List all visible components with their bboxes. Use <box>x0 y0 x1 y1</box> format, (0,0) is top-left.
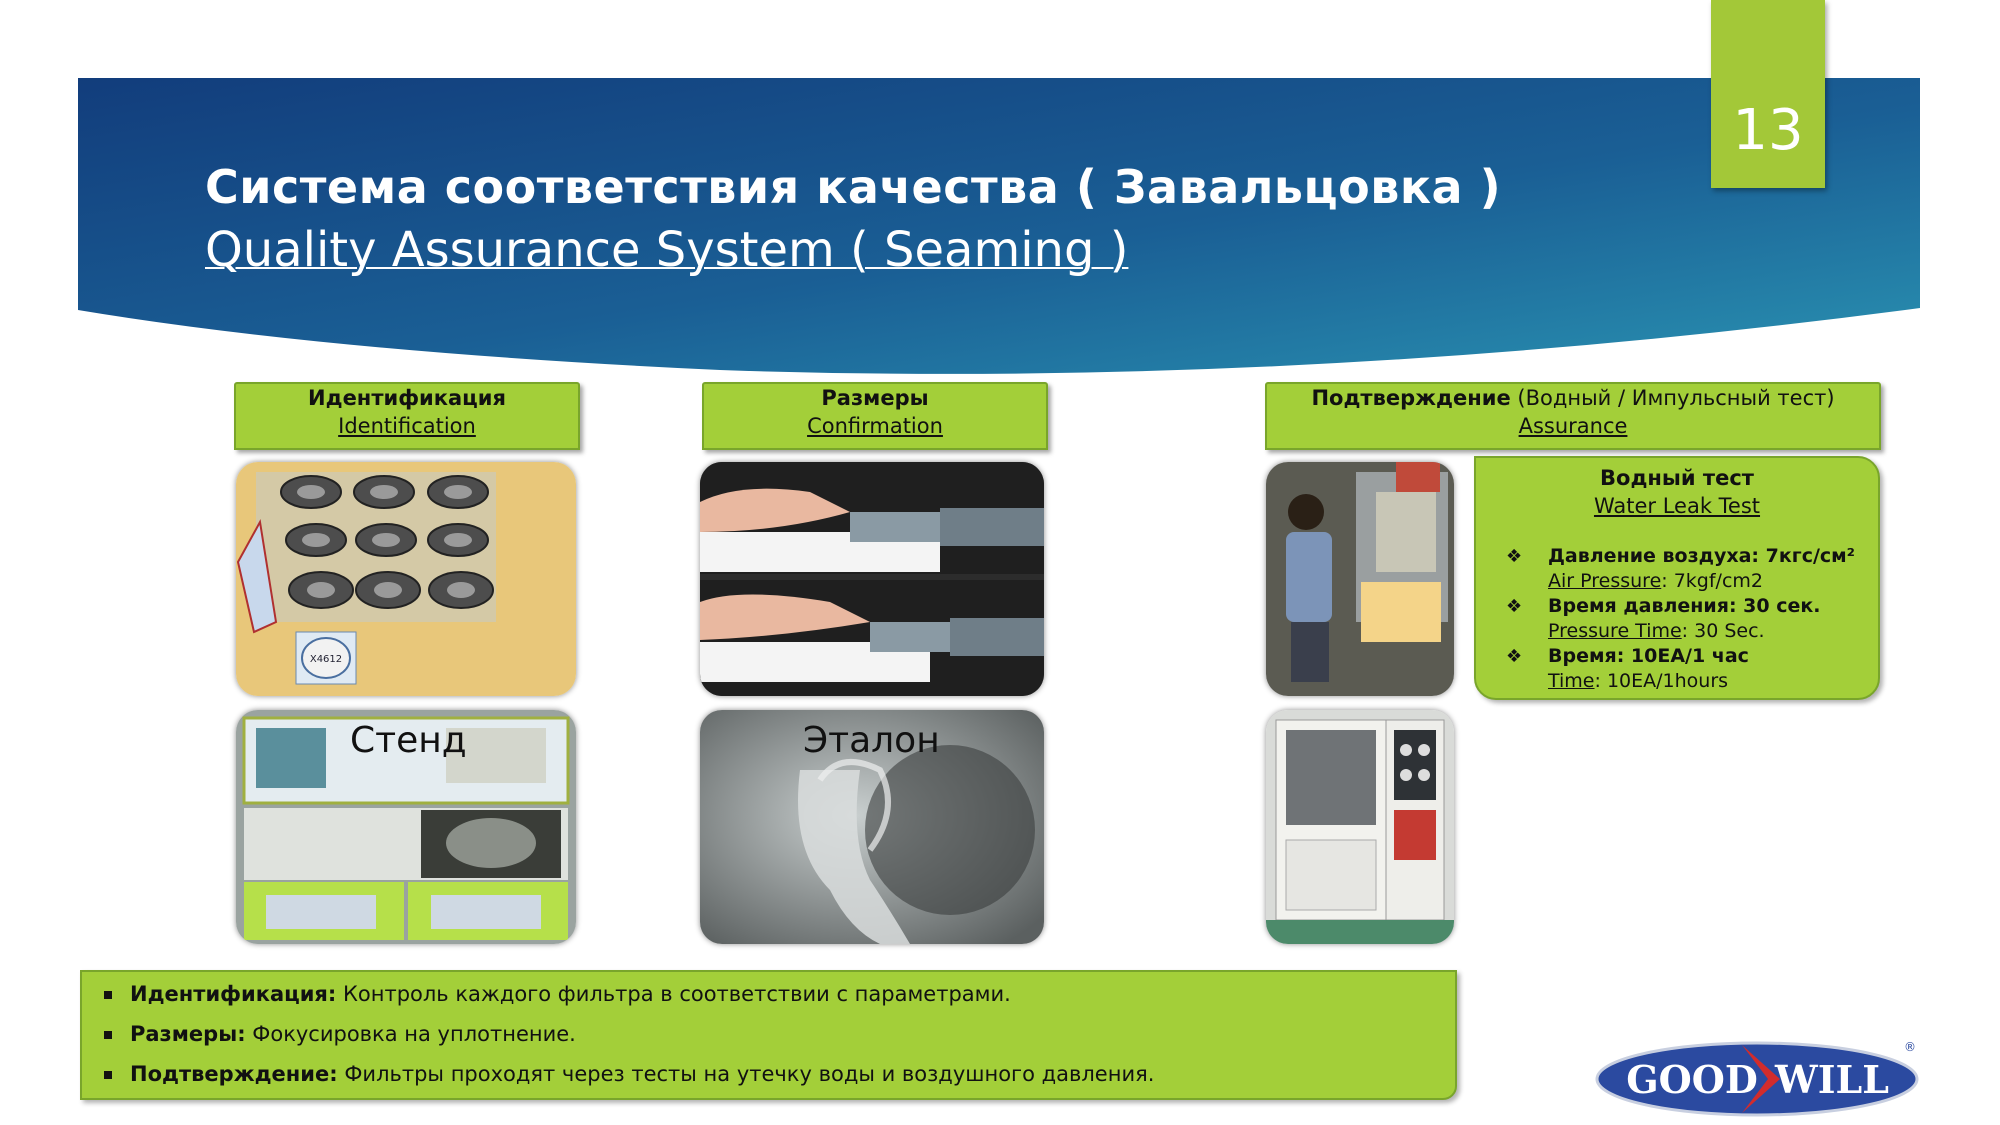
photo-test-chamber <box>1266 710 1454 944</box>
summary-text: Фокусировка на уплотнение. <box>245 1022 576 1046</box>
param-time <box>1506 644 1868 694</box>
summary-box <box>80 970 1457 1100</box>
section-title-ru-extra: (Водный / Импульсный тест) <box>1510 386 1835 410</box>
registered-mark: ® <box>1904 1040 1916 1054</box>
page-number: 13 <box>1732 98 1804 163</box>
square-bullet-icon <box>104 1031 112 1039</box>
water-test-title-ru: Водный тест <box>1600 466 1754 490</box>
param-en-label: Pressure Time <box>1548 620 1682 642</box>
square-bullet-icon <box>104 991 112 999</box>
summary-item-dimensions <box>104 1022 576 1046</box>
goodwill-logo <box>1592 1037 1922 1117</box>
summary-item-identification <box>104 982 1011 1006</box>
param-ru: Время: 10EA/1 час <box>1548 645 1749 667</box>
summary-item-assurance <box>104 1062 1154 1086</box>
param-en-value: : 10EA/1hours <box>1594 670 1729 692</box>
water-test-title <box>1476 464 1878 520</box>
stand-label: Стенд <box>350 720 467 761</box>
param-en-label: Air Pressure <box>1548 570 1662 592</box>
param-air-pressure <box>1506 544 1868 594</box>
water-test-params <box>1506 544 1868 694</box>
water-test-title-en: Water Leak Test <box>1593 494 1761 518</box>
section-tab-assurance <box>1265 382 1881 450</box>
square-bullet-icon <box>104 1071 112 1079</box>
param-ru: Время давления: 30 сек. <box>1548 595 1821 617</box>
photo-filter-samples <box>236 462 576 696</box>
section-title-ru: Размеры <box>821 386 929 410</box>
summary-text: Контроль каждого фильтра в соответствии с параметрами. <box>336 982 1011 1006</box>
param-pressure-time <box>1506 594 1868 644</box>
diamond-bullet-icon: ❖ <box>1506 596 1523 617</box>
summary-label: Размеры: <box>130 1022 246 1046</box>
summary-label: Идентификация: <box>130 982 337 1006</box>
section-title-ru: Подтверждение <box>1311 386 1511 410</box>
page-number-badge <box>1711 0 1825 188</box>
summary-label: Подтверждение: <box>130 1062 338 1086</box>
sample-tag-text: X4612 <box>309 654 343 665</box>
diamond-bullet-icon: ❖ <box>1506 646 1523 667</box>
diamond-bullet-icon: ❖ <box>1506 546 1523 567</box>
section-title-en: Confirmation <box>807 414 943 438</box>
page-title-ru: Система соответствия качества ( Завальцовка ) <box>205 160 1502 214</box>
photo-etalon <box>700 710 1044 944</box>
param-en-value: : 7kgf/cm2 <box>1661 570 1763 592</box>
logo-text-good: GOOD <box>1626 1057 1758 1102</box>
section-tab-dimensions <box>702 382 1048 450</box>
logo-text-will: WILL <box>1775 1057 1889 1102</box>
section-title-en: Identification <box>338 414 476 438</box>
section-title-en: Assurance <box>1518 414 1628 438</box>
param-en-value: : 30 Sec. <box>1681 620 1765 642</box>
section-title-ru: Идентификация <box>308 386 506 410</box>
section-tab-identification <box>234 382 580 450</box>
summary-text: Фильтры проходят через тесты на утечку воды и воздушного давления. <box>337 1062 1155 1086</box>
param-ru: Давление воздуха: 7кгс/см² <box>1548 545 1856 567</box>
photo-stand <box>236 710 576 944</box>
param-en-label: Time <box>1548 670 1595 692</box>
page-title-en: Quality Assurance System ( Seaming ) <box>205 222 1129 278</box>
water-leak-test-box <box>1474 456 1880 700</box>
photo-micrometer <box>700 462 1044 696</box>
photo-water-test-operator <box>1266 462 1454 696</box>
etalon-label: Эталон <box>803 720 940 761</box>
